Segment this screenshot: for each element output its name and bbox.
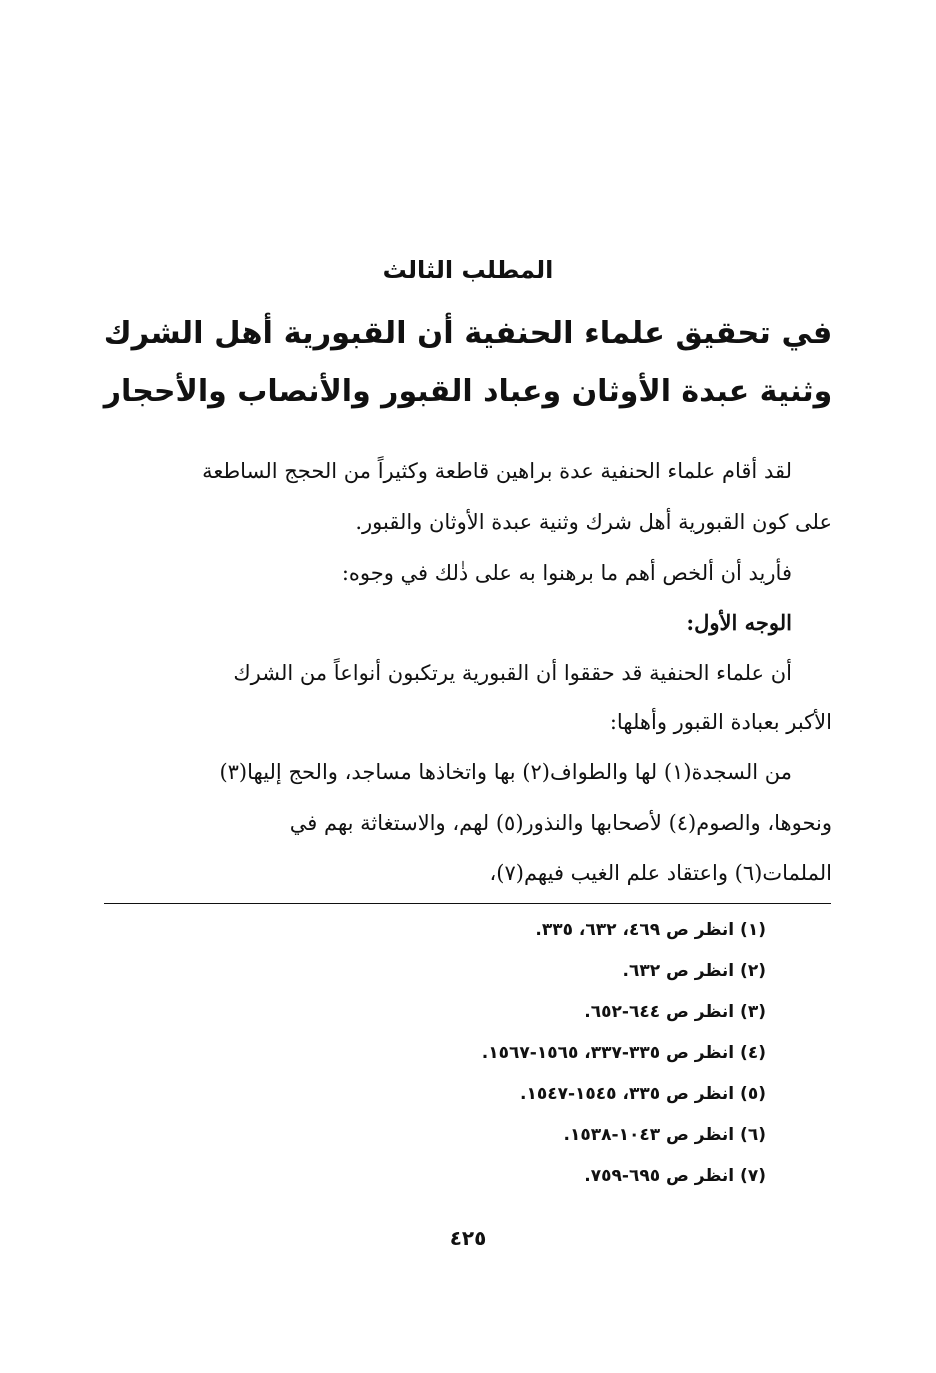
footnote: (٢) انظر ص ٦٣٢. (622, 961, 766, 981)
body-line: أن علماء الحنفية قد حققوا أن القبورية يرتكبون أنواعاً من الشرك (233, 661, 792, 685)
sub-heading: الوجه الأول: (686, 610, 792, 635)
footnote: (٧) انظر ص ٦٩٥-٧٥٩. (584, 1166, 766, 1186)
body-line: الملمات(٦) واعتقاد علم الغيب فيهم(٧)، (489, 861, 832, 885)
page-number: ٤٢٥ (449, 1226, 487, 1250)
chapter-title-line-2: وثنية عبدة الأوثان وعباد القبور والأنصاب والأحجار (103, 374, 833, 409)
body-line: من السجدة(١) لها والطواف(٢) بها واتخاذها مساجد، والحج إليها(٣) (219, 760, 792, 784)
footnote: (١) انظر ص ٤٦٩، ٦٣٢، ٣٣٥. (535, 920, 766, 940)
body-line: على كون القبورية أهل شرك وثنية عبدة الأوثان والقبور. (355, 510, 832, 534)
body-line: لقد أقام علماء الحنفية عدة براهين قاطعة وكثيراً من الحجج الساطعة (202, 459, 792, 483)
footnote: (٦) انظر ص ١٠٤٣-١٥٣٨. (563, 1125, 766, 1145)
body-line: ونحوها، والصوم(٤) لأصحابها والنذور(٥) لهم، والاستغاثة بهم في (289, 811, 832, 835)
body-line: فأريد أن ألخص أهم ما برهنوا به على ذٰلك في وجوه: (341, 561, 792, 585)
footnote: (٥) انظر ص ٣٣٥، ١٥٤٥-١٥٤٧. (519, 1084, 766, 1104)
footnote: (٤) انظر ص ٣٣٥-٣٣٧، ١٥٦٥-١٥٦٧. (481, 1043, 766, 1063)
footnote: (٣) انظر ص ٦٤٤-٦٥٢. (584, 1002, 766, 1022)
footnote-separator (104, 903, 831, 904)
section-label: المطلب الثالث (382, 256, 554, 284)
body-line: الأكبر بعبادة القبور وأهلها: (609, 710, 832, 734)
chapter-title-line-1: في تحقيق علماء الحنفية أن القبورية أهل الشرك (103, 316, 833, 351)
